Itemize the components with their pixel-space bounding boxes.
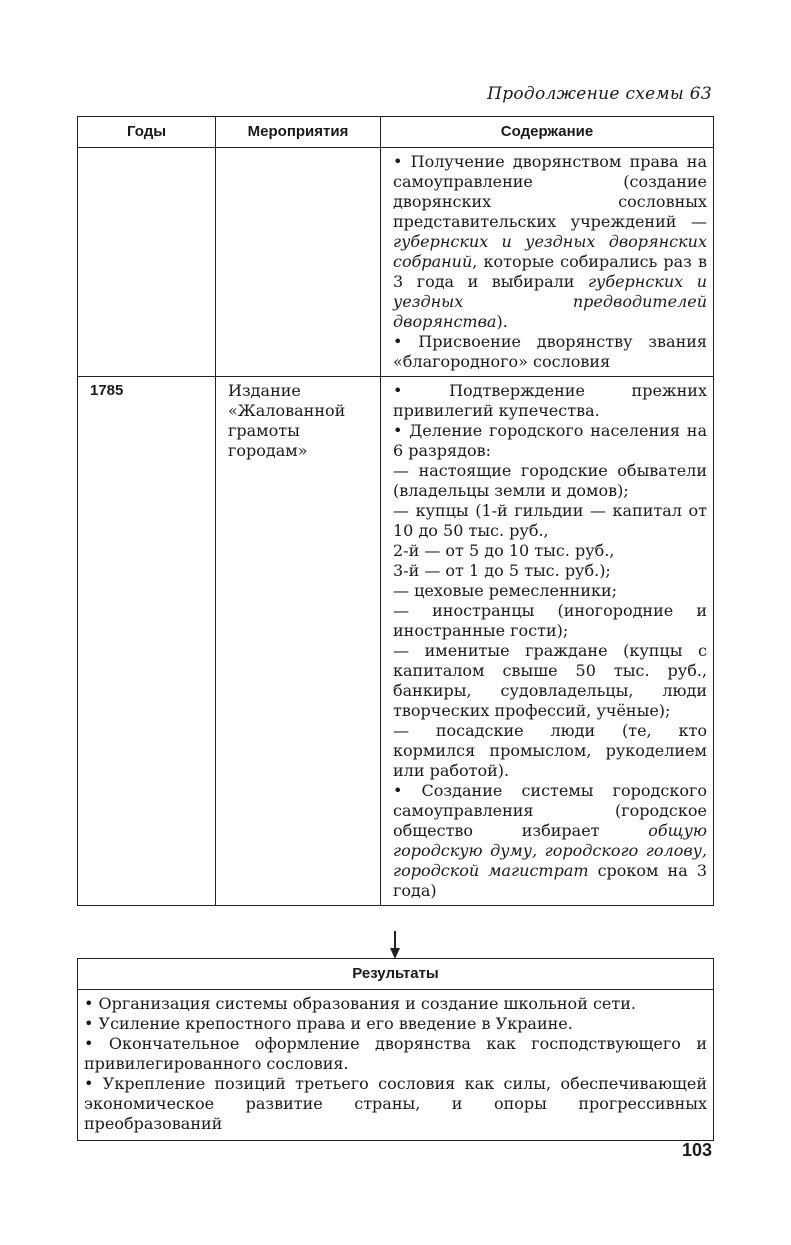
text-segment: — именитые граждане (купцы с капиталом свыше 50 тыс. руб., банкиры, судовладельцы, люди творческих профессий, учёные);	[393, 641, 707, 720]
year-cell: 1785	[78, 377, 216, 906]
measure-cell	[216, 148, 381, 377]
text-segment: — иностранцы (иногородние и иностранные гости);	[393, 601, 707, 640]
header-years: Годы	[78, 117, 216, 148]
text-segment: 3-й — от 1 до 5 тыс. руб.);	[393, 561, 611, 580]
text-segment: сроком на 3 года)	[393, 861, 707, 900]
content-paragraph	[393, 561, 707, 581]
text-segment: — настоящие городские обыватели (владельцы земли и домов);	[393, 461, 707, 500]
content-paragraph	[393, 781, 707, 901]
table-row	[78, 148, 714, 377]
list-item: • Усиление крепостного права и его введение в Украине.	[84, 1014, 573, 1033]
content-paragraph	[393, 381, 707, 421]
arrow-down-icon	[387, 931, 403, 959]
list-item: • Окончательное оформление дворянства как господствующего и привилегированного сословия.	[84, 1034, 707, 1073]
text-segment: 2-й — от 5 до 10 тыс. руб.,	[393, 541, 615, 560]
text-segment: • Получение дворянством права на самоуправление (создание дворянских сословных представительских учреждений —	[393, 152, 707, 231]
content-cell	[381, 377, 714, 906]
content-paragraph	[393, 721, 707, 781]
table-header-row	[78, 117, 714, 148]
results-box	[77, 958, 714, 1141]
italic-term: общую городскую думу, городского голову, городской магистрат	[393, 821, 707, 880]
content-paragraph	[393, 152, 707, 332]
text-segment: — купцы (1-й гильдии — капитал от 10 до 50 тыс. руб.,	[393, 501, 707, 540]
header-content: Содержание	[381, 117, 714, 148]
content-paragraph	[393, 541, 707, 561]
text-segment: • Подтверждение прежних привилегий купечества.	[393, 381, 707, 420]
text-segment: — посадские люди (те, кто кормился промыслом, рукоделием или работой).	[393, 721, 707, 780]
results-title: Результаты	[78, 959, 713, 990]
list-item: • Организация системы образования и создание школьной сети.	[84, 994, 636, 1013]
text-segment: ).	[496, 312, 508, 331]
content-paragraph	[393, 601, 707, 641]
content-paragraph	[393, 581, 707, 601]
content-paragraph	[393, 332, 707, 372]
text-segment: , которые собирались раз в 3 года и выбирали	[393, 252, 707, 291]
italic-term: губернских и уездных предводителей дворянства	[393, 272, 707, 331]
scheme-caption: Продолжение схемы 63	[487, 84, 712, 104]
year-cell	[78, 148, 216, 377]
results-list	[78, 990, 713, 1140]
italic-term: губернских и уездных дворянских собраний	[393, 232, 707, 271]
measure-cell: Издание «Жалованной грамоты городам»	[216, 377, 381, 906]
text-segment: — цеховые ремесленники;	[393, 581, 618, 600]
header-measures: Мероприятия	[216, 117, 381, 148]
table-row	[78, 377, 714, 906]
content-cell	[381, 148, 714, 377]
events-table	[77, 116, 714, 906]
list-item: • Укрепление позиций третьего сословия как силы, обеспечивающей экономическое развитие страны, и опоры прогрессивных преобразований	[84, 1074, 707, 1133]
text-segment: • Деление городского населения на 6 разрядов:	[393, 421, 707, 460]
content-paragraph	[393, 461, 707, 501]
content-paragraph	[393, 641, 707, 721]
content-paragraph	[393, 421, 707, 461]
text-segment: • Присвоение дворянству звания «благородного» сословия	[393, 332, 707, 371]
text-segment: • Создание системы городского самоуправления (городское общество избирает	[393, 781, 707, 840]
content-paragraph	[393, 501, 707, 541]
page-number: 103	[681, 1140, 712, 1160]
